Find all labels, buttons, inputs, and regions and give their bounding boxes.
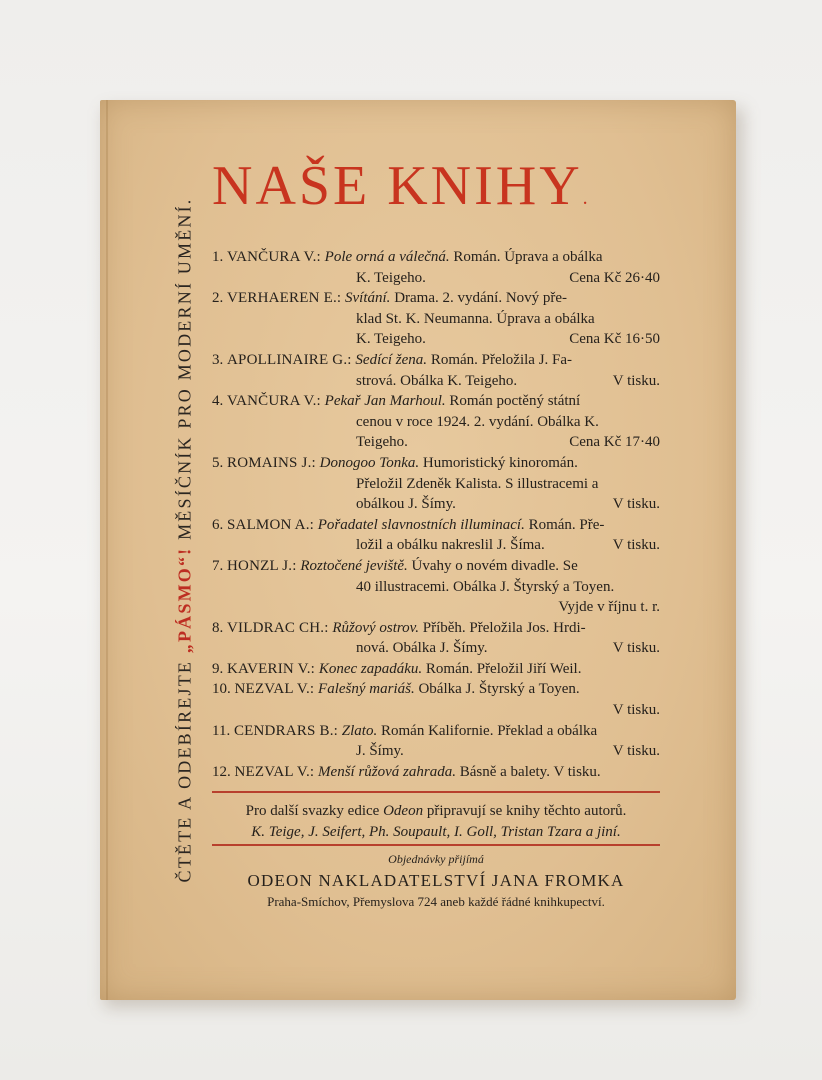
prep-text-b: připravují se knihy těchto autorů. <box>423 803 627 819</box>
book-author: KAVERIN V.: <box>227 660 316 677</box>
book-line <box>212 556 660 577</box>
orders-label: Objednávky přijímá <box>388 852 484 866</box>
book-line <box>212 329 660 350</box>
book-line <box>212 597 660 618</box>
book-description: Román Kalifornie. Překlad a obálka <box>377 722 598 739</box>
book-number: 12. <box>212 763 231 780</box>
book-entry <box>212 618 660 659</box>
book-author: VERHAEREN E.: <box>227 290 342 307</box>
book-description: J. Šímy. <box>356 743 404 760</box>
book-number: 10. <box>212 681 231 698</box>
orders-block <box>212 852 660 910</box>
book-first-line <box>212 659 581 680</box>
top-rule <box>212 791 660 793</box>
book-list <box>212 247 660 782</box>
book-author: SALMON A.: <box>227 516 315 533</box>
book-status: Cena Kč 26·40 <box>569 269 660 286</box>
book-line <box>212 412 660 433</box>
vertical-advert <box>175 197 196 882</box>
book-line <box>212 453 660 474</box>
book-line <box>212 515 660 536</box>
book-title: Pole orná a válečná. <box>324 249 450 265</box>
book-entry <box>212 762 660 783</box>
book-author: CENDRARS B.: <box>233 722 339 739</box>
book-status: V tisku. <box>612 537 660 554</box>
book-author: VILDRAC CH.: <box>227 619 329 636</box>
book-title: Sedící žena. <box>355 351 428 368</box>
book-status: V tisku. <box>612 743 660 760</box>
book-title: Růžový ostrov. <box>332 619 419 636</box>
book-description: ložil a obálku nakreslil J. Šíma. <box>356 537 545 554</box>
book-first-line <box>212 721 597 742</box>
book-author: VANČURA V.: <box>227 393 321 410</box>
page-title: NAŠE KNIHY. <box>212 155 591 217</box>
book-description: 40 illustracemi. Obálka J. Štyrský a Toyen. <box>356 578 615 595</box>
book-first-line <box>212 515 604 536</box>
page-title-text: NAŠE KNIHY <box>212 155 583 217</box>
book-description: cenou v roce 1924. 2. vydání. Obálka K. <box>356 413 599 430</box>
book-line <box>212 247 660 268</box>
book-line <box>212 721 660 742</box>
book-description: Román. Úprava a obálka <box>449 249 603 265</box>
book-line <box>212 638 660 659</box>
book-author: APOLLINAIRE G.: <box>227 351 352 368</box>
book-number: 11. <box>212 722 231 739</box>
book-title: Zlato. <box>341 722 378 739</box>
book-number: 4. <box>212 393 224 410</box>
book-line <box>212 391 660 412</box>
book-first-line <box>212 288 567 309</box>
book-line <box>212 535 660 556</box>
book-status: Vyjde v říjnu t. r. <box>558 599 660 616</box>
book-entry <box>212 350 660 391</box>
book-first-line <box>212 247 603 268</box>
book-entry <box>212 288 660 350</box>
book-line <box>212 371 660 392</box>
book-line <box>212 741 660 762</box>
book-status: Cena Kč 16·50 <box>569 331 660 348</box>
book-first-line <box>212 350 572 371</box>
book-status: V tisku. <box>612 496 660 513</box>
book-author: ROMAINS J.: <box>227 454 316 471</box>
book-first-line <box>212 453 578 474</box>
vertical-text-after: MĚSÍČNÍK PRO MODERNÍ UMĚNÍ. <box>174 197 195 540</box>
book-line <box>212 474 660 495</box>
book-title: Donogoo Tonka. <box>319 454 420 471</box>
book-description: Drama. 2. vydání. Nový pře- <box>390 290 568 307</box>
book-first-line <box>212 762 601 783</box>
book-entry <box>212 391 660 453</box>
book-title: Pekař Jan Marhoul. <box>324 393 446 410</box>
book-author: NEZVAL V.: <box>234 681 315 698</box>
book-line <box>212 288 660 309</box>
book-first-line <box>212 618 586 639</box>
book-line <box>212 268 660 289</box>
book-description: klad St. K. Neumanna. Úprava a obálka <box>356 310 595 327</box>
book-description: Román. Pře- <box>524 516 605 533</box>
book-title: Menší růžová zahrada. <box>318 763 456 780</box>
book-description: Úvahy o novém divadle. Se <box>407 557 578 574</box>
book-number: 7. <box>212 557 224 574</box>
prep-line-1 <box>212 801 660 822</box>
book-author: NEZVAL V.: <box>234 763 315 780</box>
book-line <box>212 350 660 371</box>
book-title: Roztočené jeviště. <box>300 557 408 574</box>
book-first-line <box>212 679 580 700</box>
book-line <box>212 432 660 453</box>
book-entry <box>212 721 660 762</box>
book-status: V tisku. <box>612 640 660 657</box>
book-description: strová. Obálka K. Teigeho. <box>356 372 518 389</box>
book-description: Román. Přeložila J. Fa- <box>427 351 573 368</box>
book-title: Svítání. <box>345 290 391 307</box>
book-description: Obálka J. Štyrský a Toyen. <box>414 681 580 698</box>
book-number: 1. <box>212 249 224 265</box>
book-description: obálkou J. Šímy. <box>356 496 456 513</box>
book-description: Příběh. Přeložila Jos. Hrdi- <box>418 619 586 636</box>
prep-authors: K. Teige, J. Seifert, Ph. Soupault, I. Goll, Tristan Tzara a jiní. <box>251 824 621 840</box>
book-number: 8. <box>212 619 224 636</box>
book-title: Pořadatel slavnostních illuminací. <box>317 516 525 533</box>
bottom-rule <box>212 844 660 846</box>
book-author: VANČURA V.: <box>227 249 321 265</box>
prep-note <box>212 801 660 843</box>
book-entry <box>212 515 660 556</box>
book-line <box>212 762 660 783</box>
book-description: Humoristický kinoromán. <box>419 454 578 471</box>
book-line <box>212 309 660 330</box>
book-description: Přeložil Zdeněk Kalista. S illustracemi a <box>356 475 599 492</box>
vertical-text-before: ČTĚTE A ODEBÍREJTE <box>174 659 195 883</box>
book-line <box>212 577 660 598</box>
book-entry <box>212 659 660 680</box>
book-number: 3. <box>212 351 224 368</box>
book-description: Román. Přeložil Jiří Weil. <box>422 660 582 677</box>
book-first-line <box>212 556 578 577</box>
book-line <box>212 700 660 721</box>
book-line <box>212 618 660 639</box>
book-line <box>212 659 660 680</box>
book-status: Cena Kč 17·40 <box>569 434 660 451</box>
book-description: Básně a balety. V tisku. <box>455 763 601 780</box>
book-line <box>212 679 660 700</box>
book-first-line <box>212 391 580 412</box>
book-status: V tisku. <box>612 372 660 389</box>
book-author: HONZL J.: <box>227 557 297 574</box>
book-line <box>212 494 660 515</box>
prep-line-2 <box>212 822 660 843</box>
book-entry <box>212 247 660 288</box>
book-status: V tisku. <box>612 702 660 719</box>
book-description: Román poctěný státní <box>445 393 581 410</box>
prep-text-a: Pro další svazky edice <box>245 803 384 819</box>
book-entry <box>212 556 660 618</box>
book-entry <box>212 453 660 515</box>
book-description: Teigeho. <box>356 434 408 451</box>
prep-edition: Odeon <box>383 803 424 819</box>
vertical-text-pasmo: „PÁSMO“! <box>174 546 195 654</box>
book-description: K. Teigeho. <box>356 331 426 348</box>
book-number: 5. <box>212 454 224 471</box>
book-number: 6. <box>212 516 224 533</box>
book-description: nová. Obálka J. Šímy. <box>356 640 488 657</box>
book-number: 9. <box>212 660 224 677</box>
book-description: K. Teigeho. <box>356 269 426 286</box>
publisher-name: ODEON NAKLADATELSTVÍ JANA FROMKA <box>247 871 625 890</box>
book-title: Falešný mariáš. <box>318 681 415 698</box>
book-entry <box>212 679 660 720</box>
book-number: 2. <box>212 290 224 307</box>
book-title: Konec zapadáku. <box>318 660 423 677</box>
publisher-address: Praha-Smíchov, Přemyslova 724 aneb každé řádné knihkupectví. <box>267 894 605 909</box>
